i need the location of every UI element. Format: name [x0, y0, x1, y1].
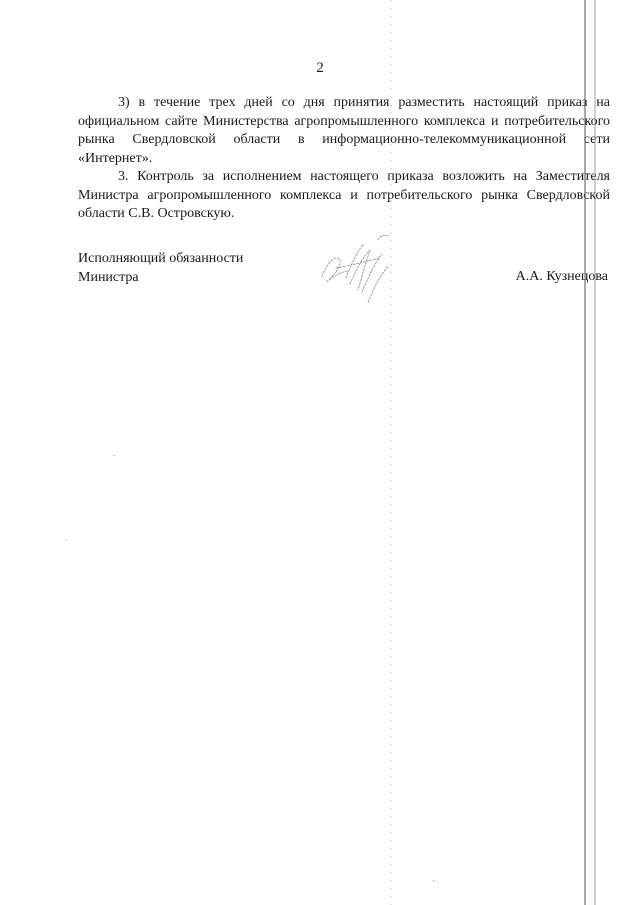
scan-speck — [433, 880, 434, 881]
paragraph-control: 3. Контроль за исполнением настоящего приказа возложить на Заместителя Министра агропромышленного комплекса и потребительского рынка Свердловской области С.В. Островскую. — [78, 169, 610, 221]
signatory-title-line2: Министра — [78, 269, 139, 285]
handwritten-signature-icon — [318, 232, 398, 312]
paragraph-publication: 3) в течение трех дней со дня принятия разместить настоящий приказ на официальном сайте Министерства агропромышленного комплекса и потребительского рынка Свердловской области в информационно-телекоммуникационной сети «Интернет». — [78, 95, 610, 166]
signatory-title — [78, 250, 243, 287]
scan-speck — [66, 540, 67, 541]
scan-edge-lines — [583, 0, 601, 905]
signatory-title-line1: Исполняющий обязанности — [78, 251, 244, 266]
scan-fold-line — [389, 0, 393, 905]
page-number: 2 — [316, 60, 324, 76]
signatory-name: А.А. Кузнецова — [515, 269, 608, 284]
document-body — [78, 94, 610, 224]
scan-speck — [114, 455, 115, 456]
